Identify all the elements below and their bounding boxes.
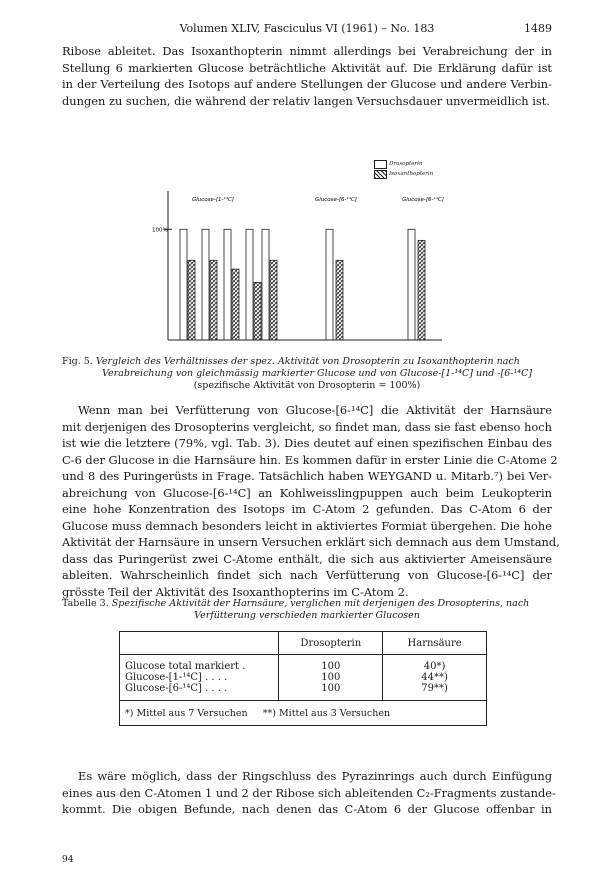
- bar-drosopterin: [246, 229, 253, 340]
- table-label: Tabelle 3.: [62, 598, 109, 609]
- text-line: Es wäre möglich, dass der Ringschluss des Pyrazinrings auch durch Einfügung: [78, 769, 552, 783]
- text-line: eines aus den C-Atomen 1 und 2 der Ribose sich ableitenden C₂-Fragments zustande-: [62, 785, 556, 800]
- bar-isoxanthopterin: [254, 282, 261, 340]
- bar-drosopterin: [180, 229, 187, 340]
- figure-legend: [374, 159, 433, 179]
- bar-isoxanthopterin: [188, 260, 195, 340]
- legend-item-isoxanthopterin: Isoxanthopterin: [374, 169, 433, 179]
- cell-value: 40*): [383, 655, 487, 673]
- data-table: [119, 631, 487, 726]
- text-line: dass das Puringerüst zwei C-Atome enthält, die sich aus aktivierter Ameisensäure: [62, 551, 552, 566]
- caption-line-1: Vergleich des Verhältnisses der spez. Aktivität von Drosopterin zu Isoxanthopterin nach: [95, 356, 520, 367]
- cell-value: 79**): [383, 683, 487, 701]
- caption-line-3: (spezifische Aktivität von Drosopterin = 100%): [193, 380, 421, 391]
- paragraph-3: [62, 768, 556, 818]
- cell-value: 100: [279, 683, 383, 701]
- text-line: Ribose ableitet. Das Isoxanthopterin nimmt allerdings bei Verabreichung der in: [62, 44, 552, 58]
- text-line: kommt. Die obigen Befunde, nach denen das C-Atom 6 der Glucose offenbar in: [62, 802, 552, 816]
- bar-drosopterin: [408, 229, 415, 340]
- text-line: Aktivität der Harnsäure in unsern Versuchen erklärt sich demnach aus dem Umstand,: [62, 535, 560, 549]
- group-label: Glucose-[6-¹⁴C]: [402, 197, 444, 203]
- table-header-row: [120, 632, 487, 655]
- text-line: eine hohe Konzentration des Isotops im C-Atom 2 gefunden. Das C-Atom 6 der: [62, 502, 552, 516]
- text-line: abreichung von Glucose-[6-¹⁴C] an Kohlweisslingpuppen auch beim Leukopterin: [62, 485, 552, 500]
- group-label: Glucose-[1-¹⁴C]: [192, 197, 234, 203]
- table-row: [120, 655, 487, 673]
- text-line: Wenn man bei Verfütterung von Glucose-[6-¹⁴C] die Aktivität der Harnsäure: [78, 403, 552, 417]
- row-label: Glucose-[1-¹⁴C] . . . .: [120, 672, 279, 683]
- table-caption-line-1: Spezifische Aktivität der Harnsäure, verglichen mit derjenigen des Drosopterins, nach: [111, 598, 530, 609]
- caption-line-2: Verabreichung von gleichmässig markierter Glucose und von Glucose-[1-¹⁴C] und -[6-¹⁴C]: [102, 368, 533, 379]
- bar-drosopterin: [202, 229, 209, 340]
- text-line: C-6 der Glucose in die Harnsäure hin. Es kommen dafür in erster Linie die C-Atome 2: [62, 452, 558, 467]
- bar-isoxanthopterin: [210, 260, 217, 340]
- row-label: Glucose total markiert .: [120, 655, 279, 673]
- page-number-bottom: 94: [62, 855, 74, 865]
- text-line: Glucose muss demnach besonders leicht in aktiviertes Formiat übergehen. Die hohe: [62, 518, 552, 533]
- table-row: [120, 672, 487, 683]
- text-line: mit derjenigen des Drosopterins vergleicht, so findet man, dass sie fast ebenso hoch: [62, 419, 552, 434]
- journal-volume: Volumen XLIV, Fasciculus VI (1961) – No. 183: [179, 22, 435, 35]
- table-row: [120, 683, 487, 701]
- table-caption: [62, 598, 552, 622]
- header-harnsaeure: Harnsäure: [383, 632, 487, 655]
- bar-drosopterin: [224, 229, 231, 340]
- row-label: Glucose-[6-¹⁴C] . . . .: [120, 683, 279, 701]
- paragraph-1: [62, 43, 552, 109]
- figure-caption: [62, 356, 552, 392]
- bar-isoxanthopterin: [418, 240, 425, 340]
- text-line: in der Verteilung des Isotops auf andere Stellungen der Glucose und andere Verbin-: [62, 77, 552, 91]
- figure-label: Fig. 5.: [62, 356, 93, 367]
- bar-isoxanthopterin: [336, 260, 343, 340]
- cell-value: 44**): [383, 672, 487, 683]
- legend-item-drosopterin: Drosopterin: [374, 159, 433, 169]
- text-line: dungen zu suchen, die während der relativ langen Versuchsdauer unvermeidlich ist.: [62, 93, 550, 108]
- text-line: und 8 des Puringerüsts in Frage. Tatsächlich haben WEYGAND u. Mitarb.⁷) bei Ver-: [62, 469, 552, 483]
- y-tick-label: 100%: [152, 227, 168, 234]
- group-label: Glucose-[6-¹⁴C]: [315, 197, 357, 203]
- bar-chart: [150, 185, 450, 343]
- bar-drosopterin: [326, 229, 333, 340]
- table-footnote: *) Mittel aus 7 Versuchen **) Mittel aus 3 Versuchen: [120, 701, 487, 726]
- table-caption-line-2: Verfütterung verschieden markierter Glucosen: [194, 610, 420, 621]
- cell-value: 100: [279, 655, 383, 673]
- paragraph-2: [62, 402, 560, 600]
- legend-swatch-empty: [374, 160, 387, 169]
- page-number-top: 1489: [524, 22, 552, 35]
- header-blank: [120, 632, 279, 655]
- bar-isoxanthopterin: [232, 269, 239, 340]
- text-line: grösste Teil der Aktivität des Isoxanthopterins im C-Atom 2.: [62, 584, 409, 599]
- legend-swatch-hatched: [374, 170, 387, 179]
- bar-isoxanthopterin: [270, 260, 277, 340]
- text-line: ist wie die letztere (79%, vgl. Tab. 3). Dies deutet auf einen spezifischen Einbau des: [62, 436, 552, 450]
- cell-value: 100: [279, 672, 383, 683]
- header-drosopterin: Drosopterin: [279, 632, 383, 655]
- text-line: ableiten. Wahrscheinlich findet sich nach Verfütterung von Glucose-[6-¹⁴C] der: [62, 568, 552, 582]
- bar-drosopterin: [262, 229, 269, 340]
- text-line: Stellung 6 markierten Glucose beträchtliche Aktivität auf. Die Erklärung dafür ist: [62, 60, 552, 75]
- table-footnote-row: [120, 701, 487, 726]
